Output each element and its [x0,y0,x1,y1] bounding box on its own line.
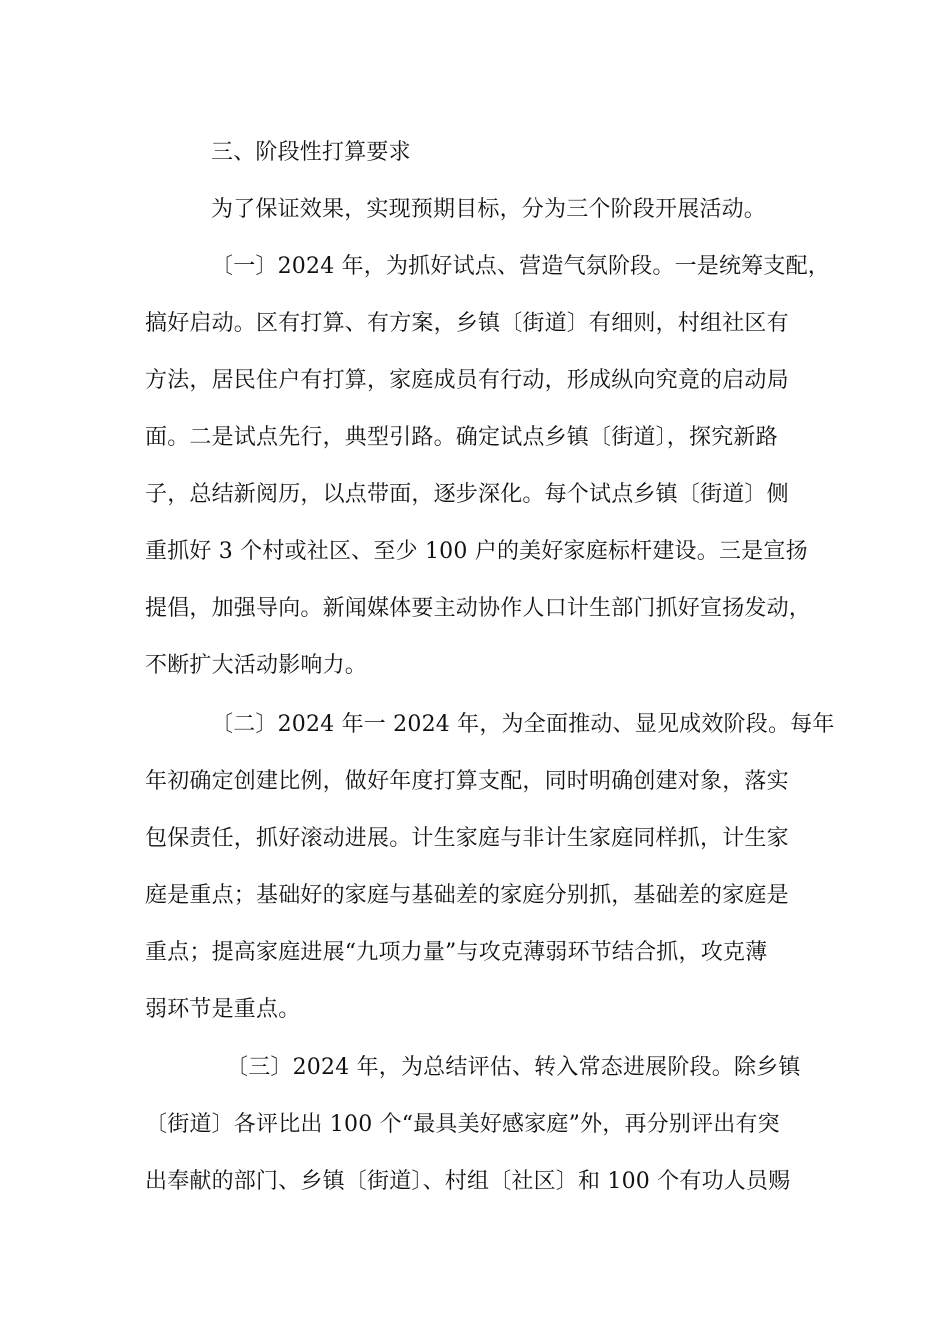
stage2-line: 〔二〕2024 年一 2024 年，为全面推动、显见成效阶段。每年 [211,712,835,737]
stage2-line: 重点；提高家庭进展“九项力量”与攻克薄弱环节结合抓，攻克薄 [145,940,768,965]
stage1-line: 方法，居民住户有打算，家庭成员有行动，形成纵向究竟的启动局 [145,368,789,393]
stage3-line: 〔三〕2024 年，为总结评估、转入常态进展阶段。除乡镇 [226,1055,801,1080]
stage1-line: 搞好启动。区有打算、有方案，乡镇〔街道〕有细则，村组社区有 [145,311,789,336]
stage1-line: 面。二是试点先行，典型引路。确定试点乡镇〔街道〕，探究新路 [145,425,778,450]
stage1-line: 子，总结新阅历，以点带面，逐步深化。每个试点乡镇〔街道〕侧 [145,482,789,507]
stage3-line: 〔街道〕各评比出 100 个“最具美好感家庭”外，再分别评出有突 [145,1112,780,1137]
stage2-line: 包保责任，抓好滚动进展。计生家庭与非计生家庭同样抓，计生家 [145,826,789,851]
stage2-line: 年初确定创建比例，做好年度打算支配，同时明确创建对象，落实 [145,769,789,794]
stage1-line: 重抓好 3 个村或社区、至少 100 户的美好家庭标杆建设。三是宣扬 [145,539,808,564]
stage1-line: 提倡，加强导向。新闻媒体要主动协作人口计生部门抓好宣扬发动， [145,596,812,621]
stage2-line: 庭是重点；基础好的家庭与基础差的家庭分别抓，基础差的家庭是 [145,883,789,908]
intro-paragraph: 为了保证效果，实现预期目标，分为三个阶段开展活动。 [211,197,767,222]
stage2-line: 弱环节是重点。 [145,997,301,1022]
stage3-line: 出奉献的部门、乡镇〔街道〕、村组〔社区〕和 100 个有功人员赐 [145,1169,791,1194]
section-heading: 三、阶段性打算要求 [211,140,411,165]
stage1-line: 不断扩大活动影响力。 [145,653,368,678]
stage1-line: 〔一〕2024 年，为抓好试点、营造气氛阶段。一是统筹支配， [211,254,830,279]
